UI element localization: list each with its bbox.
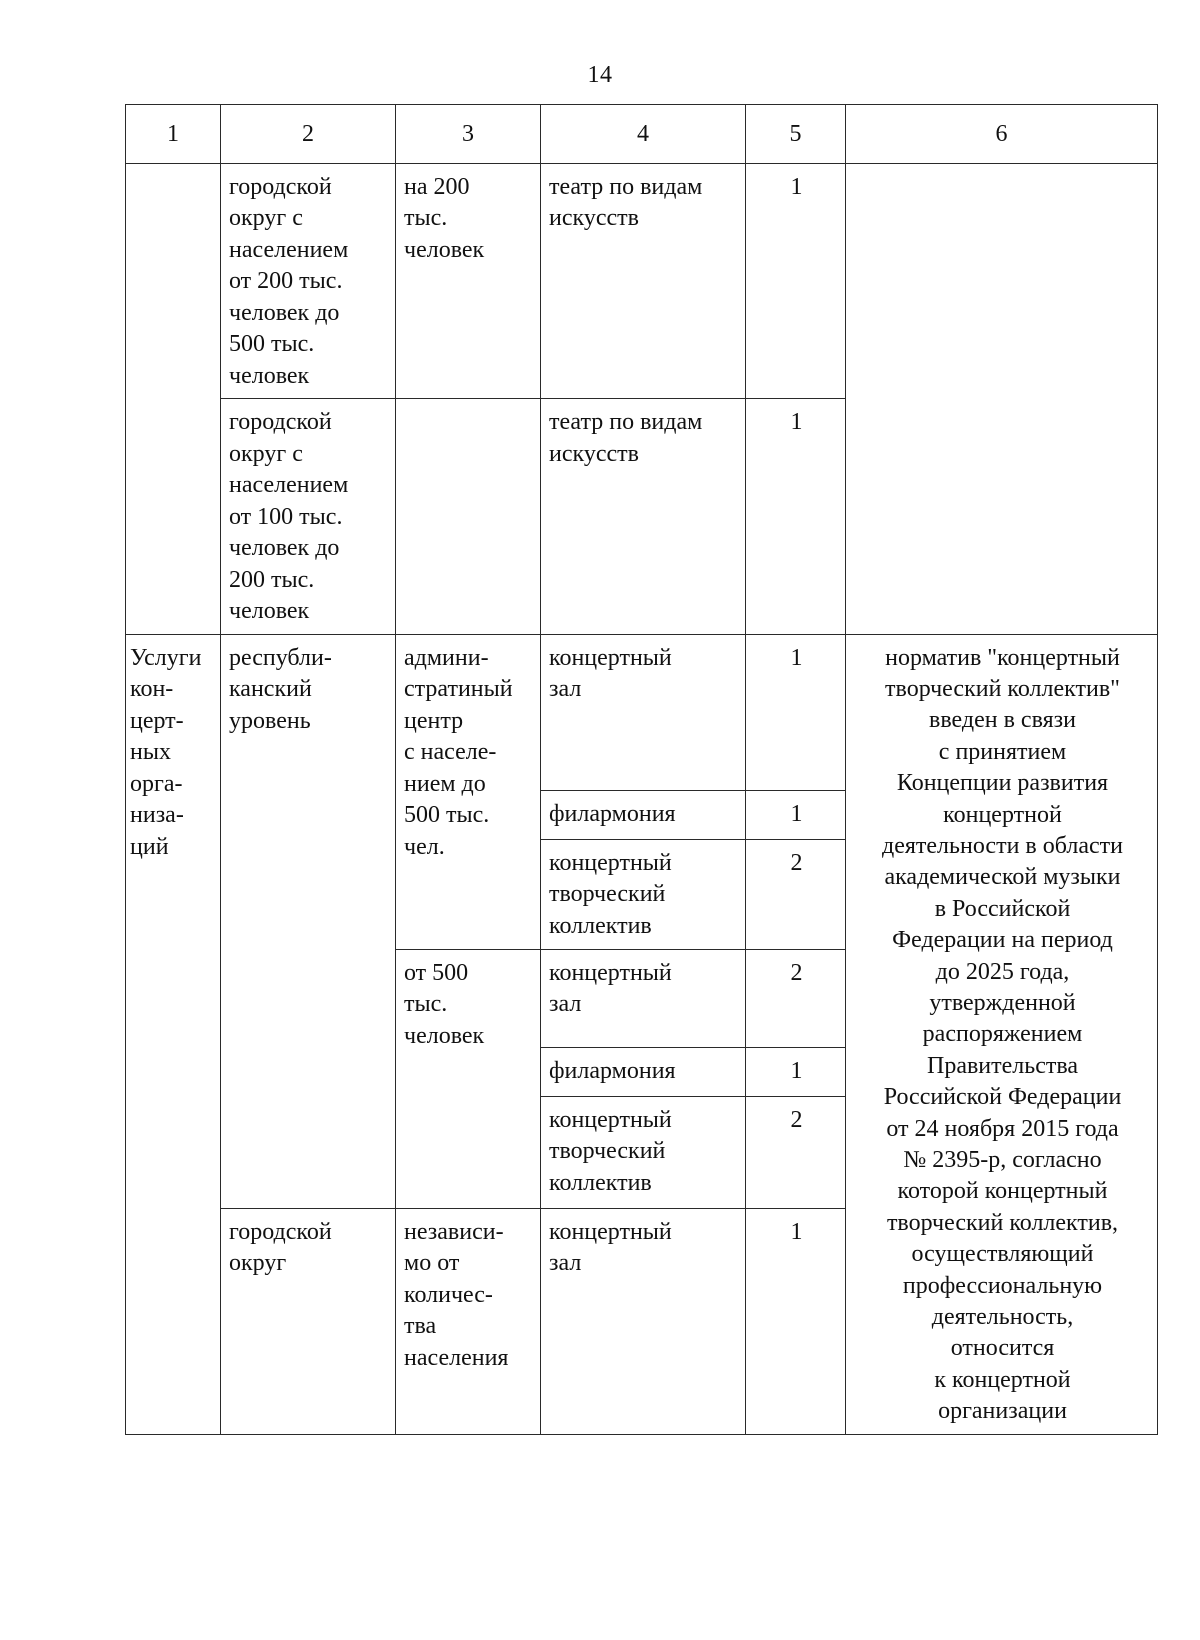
column-number-3: 3	[396, 105, 541, 164]
organization-type-cell: концертный зал	[541, 949, 746, 1047]
organization-type-cell: филармония	[541, 1047, 746, 1096]
population-cell: на 200 тыс. человек	[396, 163, 541, 399]
page-number: 14	[587, 62, 613, 88]
quantity-cell: 1	[746, 1047, 846, 1096]
quantity-cell: 2	[746, 949, 846, 1047]
service-cell-empty	[126, 163, 221, 634]
organization-type-cell: концертный зал	[541, 1208, 746, 1434]
organization-type-cell: театр по видам искусств	[541, 163, 746, 399]
population-cell: админи- стратиный центр с населе- нием до 500 тыс. чел.	[396, 634, 541, 949]
organization-type-cell: филармония	[541, 790, 746, 839]
organization-type-cell: театр по видам искусств	[541, 399, 746, 635]
column-number-1: 1	[126, 105, 221, 164]
quantity-cell: 1	[746, 1208, 846, 1434]
level-cell: городской округ	[221, 1208, 396, 1434]
level-cell: республи- канский уровень	[221, 634, 396, 1208]
quantity-cell: 1	[746, 634, 846, 790]
organization-type-cell: концертный творческий коллектив	[541, 1096, 746, 1208]
column-number-6: 6	[846, 105, 1158, 164]
quantity-cell: 2	[746, 839, 846, 949]
quantity-cell: 1	[746, 399, 846, 635]
column-number-5: 5	[746, 105, 846, 164]
quantity-cell: 1	[746, 790, 846, 839]
quantity-cell: 2	[746, 1096, 846, 1208]
norms-table	[125, 104, 1158, 1435]
population-cell: независи- мо от количес- тва населения	[396, 1208, 541, 1434]
level-cell: городской округ с населением от 200 тыс. человек до 500 тыс. человек	[221, 163, 396, 399]
column-number-2: 2	[221, 105, 396, 164]
service-type-cell: Услуги кон- церт- ных орга- низа- ций	[126, 634, 221, 1434]
column-number-4: 4	[541, 105, 746, 164]
organization-type-cell: концертный зал	[541, 634, 746, 790]
quantity-cell: 1	[746, 163, 846, 399]
level-cell: городской округ с населением от 100 тыс. человек до 200 тыс. человек	[221, 399, 396, 635]
population-cell: от 500 тыс. человек	[396, 949, 541, 1208]
population-cell	[396, 399, 541, 635]
table-row	[126, 634, 1158, 790]
column-number-row	[126, 105, 1158, 164]
note-cell-empty	[846, 163, 1158, 634]
organization-type-cell: концертный творческий коллектив	[541, 839, 746, 949]
table-row	[126, 163, 1158, 399]
note-cell: норматив "концертный творческий коллектив" введен в связи с принятием Концепции развития концертной деятельности в области академической музыки в Российской Федерации на период до 2025 года, утвержденной распоряжением Правительства Российской Федерации от 24 ноября 2015 года № 2395-р, согласно которой концертный творческий коллектив, осуществляющий профессиональную деятельность, относится к концертной организации	[846, 634, 1158, 1434]
